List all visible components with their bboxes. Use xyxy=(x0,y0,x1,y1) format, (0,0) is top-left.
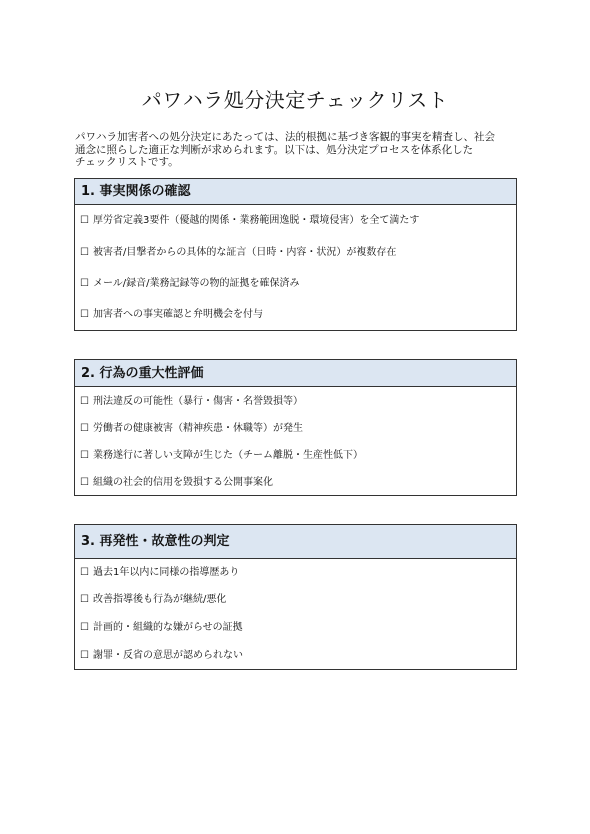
checklist-item[interactable] xyxy=(80,215,419,227)
section-heading: 1. 事実関係の確認 xyxy=(75,179,516,205)
checkbox-icon[interactable]: ☐ xyxy=(80,622,89,633)
section-recurrence-intent xyxy=(74,524,517,670)
checklist-item[interactable] xyxy=(80,309,263,321)
checkbox-icon[interactable]: ☐ xyxy=(80,594,89,605)
checklist-item[interactable] xyxy=(80,622,243,634)
checkbox-icon[interactable]: ☐ xyxy=(80,650,89,661)
checklist-item[interactable] xyxy=(80,567,239,579)
checkbox-icon[interactable]: ☐ xyxy=(80,477,89,488)
checklist-item-label: 労働者の健康被害（精神疾患・休職等）が発生 xyxy=(92,423,303,434)
intro-line: 通念に照らした適正な判断が求められます。以下は、処分決定プロセスを体系化した xyxy=(75,143,474,156)
page-title: パワハラ処分決定チェックリスト xyxy=(141,88,449,112)
checkbox-icon[interactable]: ☐ xyxy=(80,396,89,407)
checkbox-icon[interactable]: ☐ xyxy=(80,450,89,461)
intro-paragraph xyxy=(75,131,525,169)
checklist-item[interactable] xyxy=(80,450,363,462)
checklist-item-label: 計画的・組織的な嫌がらせの証拠 xyxy=(92,622,243,633)
checklist-item-label: 被害者/目撃者からの具体的な証言（日時・内容・状況）が複数存在 xyxy=(92,247,397,258)
checklist-item-label: メール/録音/業務記録等の物的証拠を確保済み xyxy=(92,278,300,289)
checklist-item-label: 過去1年以内に同様の指導歴あり xyxy=(92,567,240,578)
checklist-item[interactable] xyxy=(80,278,300,290)
intro-line: チェックリストです。 xyxy=(75,156,179,168)
checkbox-icon[interactable]: ☐ xyxy=(80,247,89,258)
checklist-item[interactable] xyxy=(80,396,303,408)
checkbox-icon[interactable]: ☐ xyxy=(80,309,89,320)
checkbox-icon[interactable]: ☐ xyxy=(80,567,89,578)
checklist-item-label: 業務遂行に著しい支障が生じた（チーム離脱・生産性低下） xyxy=(92,450,363,461)
checklist-item-label: 厚労省定義3要件（優越的関係・業務範囲逸脱・環境侵害）を全て満たす xyxy=(92,215,420,226)
section-fact-check xyxy=(74,178,517,331)
checkbox-icon[interactable]: ☐ xyxy=(80,423,89,434)
checklist-item[interactable] xyxy=(80,247,396,259)
checklist-item-label: 刑法違反の可能性（暴行・傷害・名誉毀損等） xyxy=(92,396,303,407)
checklist-item[interactable] xyxy=(80,423,303,435)
section-severity-evaluation xyxy=(74,359,517,496)
section-heading: 3. 再発性・故意性の判定 xyxy=(75,525,516,559)
checklist-item[interactable] xyxy=(80,650,243,662)
checklist-item-label: 加害者への事実確認と弁明機会を付与 xyxy=(92,309,263,320)
checklist-item-label: 改善指導後も行為が継続/悪化 xyxy=(92,594,227,605)
checklist-item[interactable] xyxy=(80,594,226,606)
intro-line: パワハラ加害者への処分決定にあたっては、法的根拠に基づき客観的事実を精査し、社会 xyxy=(75,131,495,143)
checkbox-icon[interactable]: ☐ xyxy=(80,215,89,226)
checklist-item[interactable] xyxy=(80,477,273,489)
checkbox-icon[interactable]: ☐ xyxy=(80,278,89,289)
checklist-item-label: 組織の社会的信用を毀損する公開事案化 xyxy=(92,477,273,488)
section-heading: 2. 行為の重大性評価 xyxy=(75,360,516,387)
checklist-item-label: 謝罪・反省の意思が認められない xyxy=(92,650,243,661)
